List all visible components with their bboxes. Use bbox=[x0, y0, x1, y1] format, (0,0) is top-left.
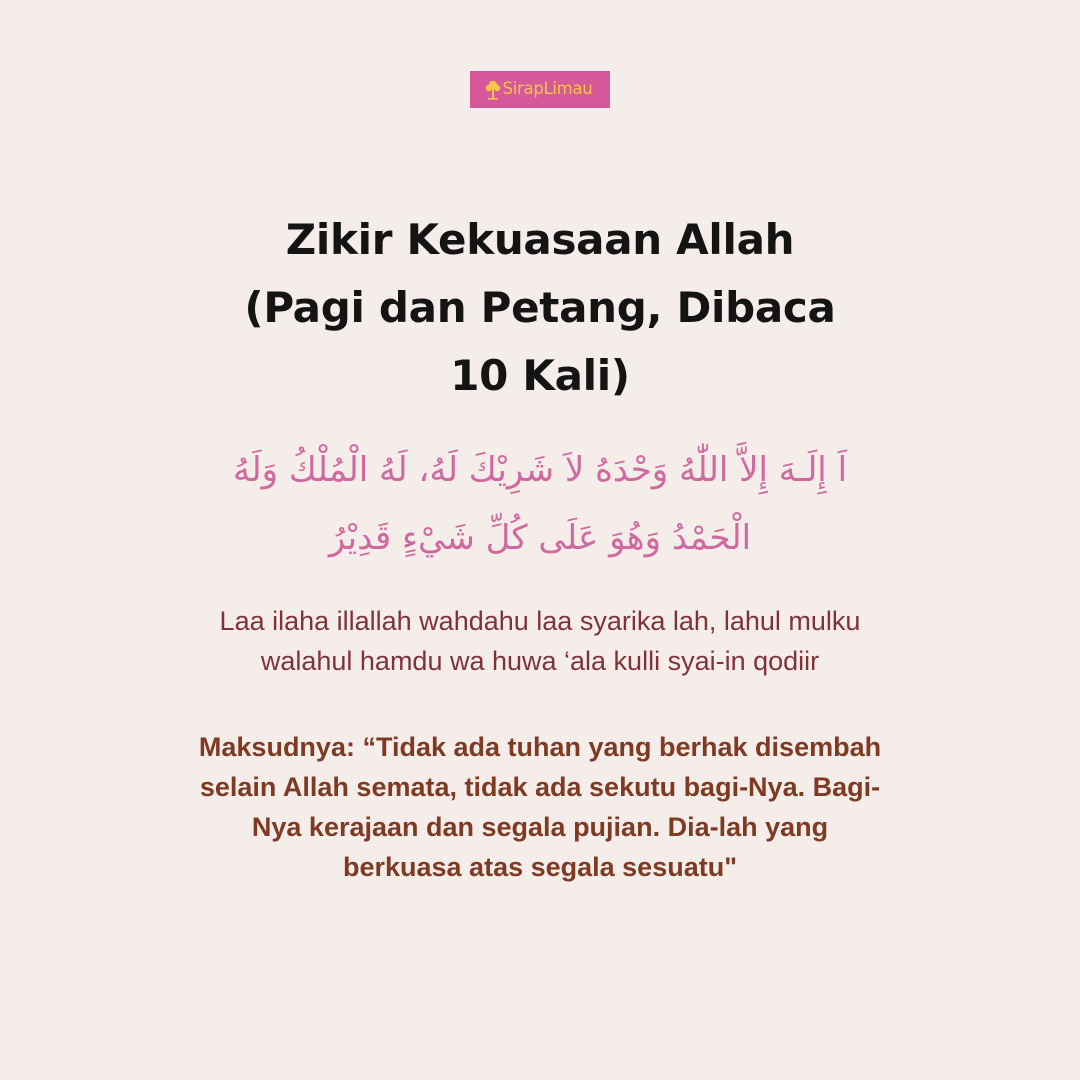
title-line: Zikir Kekuasaan Allah bbox=[285, 215, 795, 264]
title-line: (Pagi dan Petang, Dibaca bbox=[244, 283, 836, 332]
tree-icon bbox=[484, 79, 502, 101]
arabic-text bbox=[80, 436, 1000, 572]
arabic-line: الْحَمْدُ وَهُوَ عَلَى كُلِّ شَيْءٍ قَدِيْرُ bbox=[328, 518, 752, 558]
transliteration-text bbox=[120, 601, 960, 681]
page-title bbox=[90, 206, 990, 410]
transliteration-line: Laa ilaha illallah wahdahu laa syarika lah, lahul mulku bbox=[219, 606, 861, 636]
meaning-line: Maksudnya: “Tidak ada tuhan yang berhak disembah bbox=[198, 732, 882, 762]
meaning-line: selain Allah semata, tidak ada sekutu bagi-Nya. Bagi- bbox=[199, 772, 881, 802]
meaning-text bbox=[120, 727, 960, 887]
logo-text: SirapLimau bbox=[502, 79, 593, 99]
meaning-line: Nya kerajaan dan segala pujian. Dia-lah yang bbox=[251, 812, 829, 842]
title-line: 10 Kali) bbox=[450, 351, 630, 400]
arabic-line: اَ إِلَـهَ إِلاَّ اللّٰهُ وَحْدَهُ لاَ شَرِيْكَ لَهُ، لَهُ الْمُلْكُ وَلَهُ bbox=[232, 450, 848, 490]
transliteration-line: walahul hamdu wa huwa ‘ala kulli syai-in qodiir bbox=[260, 646, 820, 676]
meaning-line: berkuasa atas segala sesuatu" bbox=[342, 852, 738, 882]
brand-logo bbox=[470, 71, 610, 108]
